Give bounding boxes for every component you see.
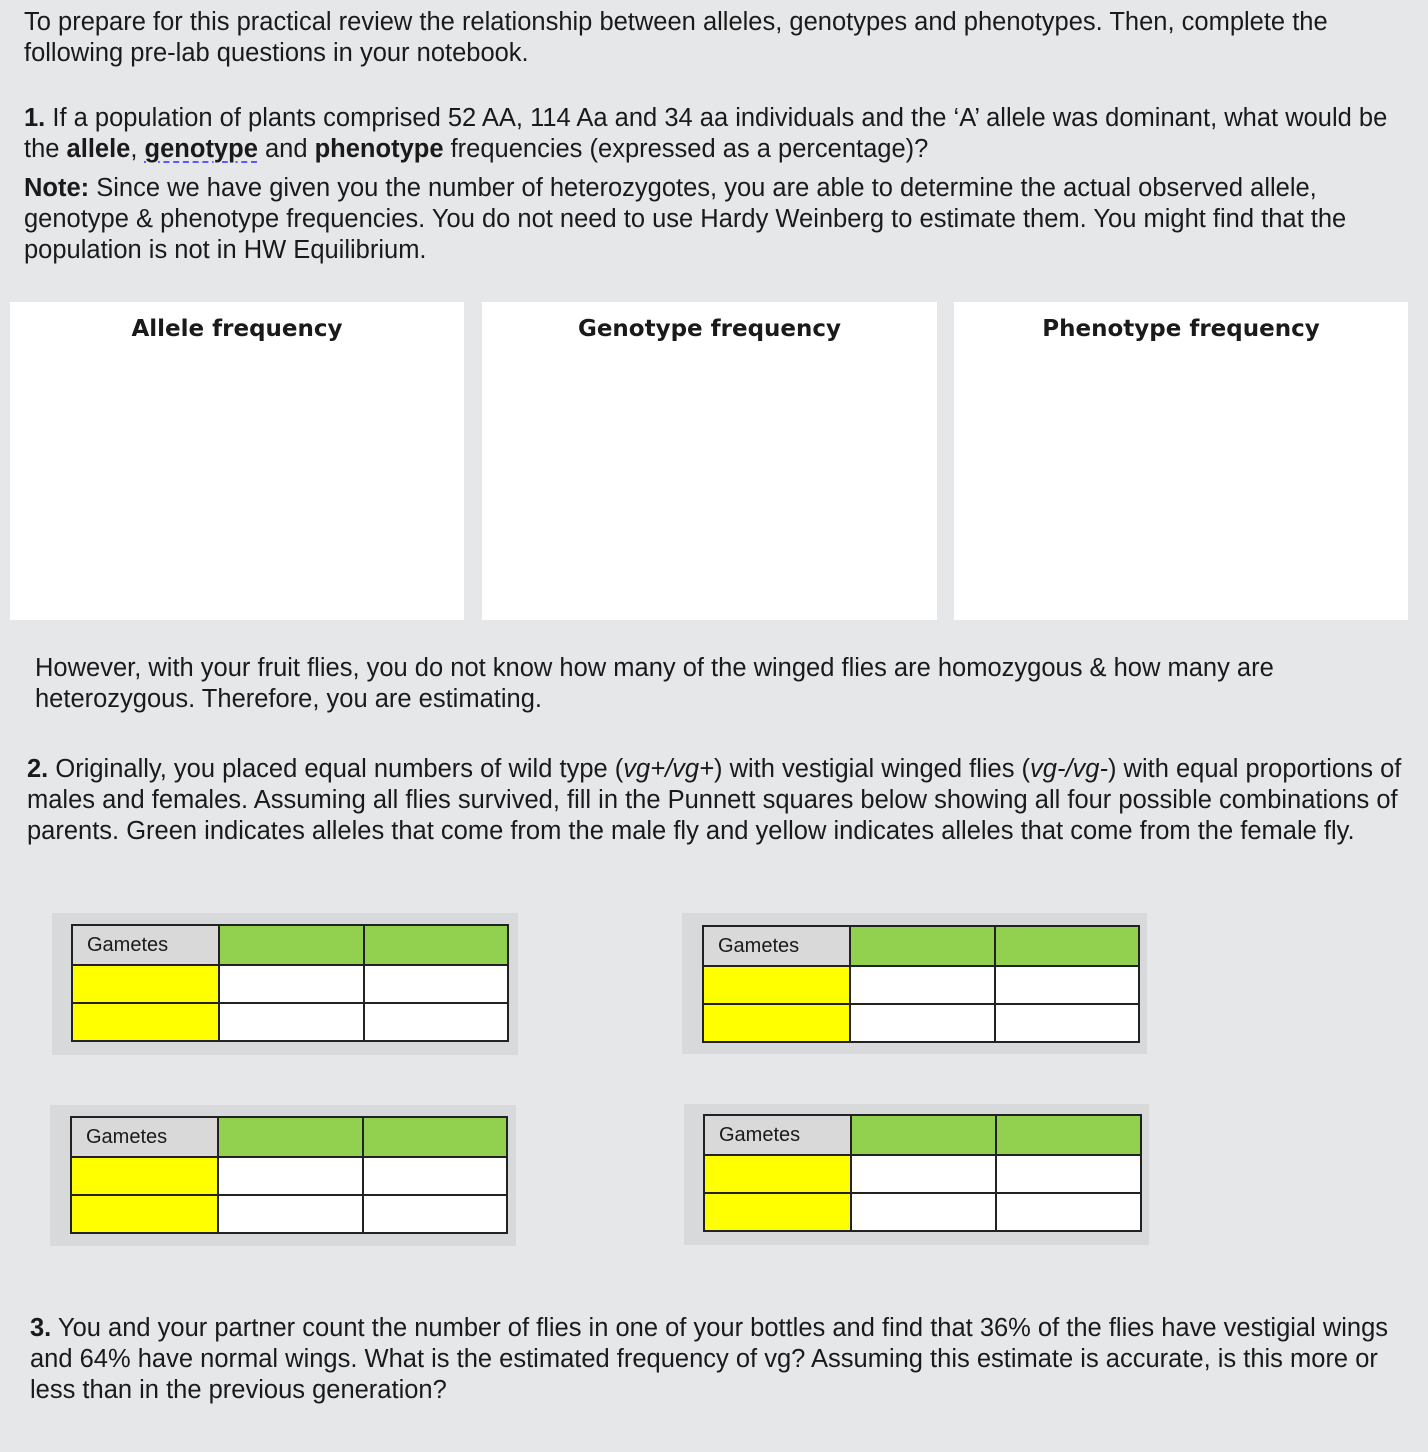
punnett-square-4 [703,1114,1142,1232]
question-3-text: You and your partner count the number of flies in one of your bottles and find that 36% of the flies have vestigial wings and 64% have normal wings. What is the estimated frequency of vg? Assuming this estimate is accurate, is this more or less than in the previous generation? [30,1314,1389,1404]
question-2-text-b: ) with vestigial winged flies ( [714,755,1031,783]
punnett-square-4-panel [684,1104,1149,1245]
female-gamete-cell[interactable] [71,1157,218,1195]
male-gamete-cell[interactable] [996,1115,1141,1155]
note-text: Since we have given you the number of heterozygotes, you are able to determine the actual observed allele, genotype & phenotype frequencies. You do not need to use Hardy Weinberg to estimate them. You might find that the population is not in HW Equilibrium. [24,174,1347,264]
punnett-square-2 [702,925,1140,1043]
note-paragraph [24,173,1414,266]
male-gamete-cell[interactable] [850,926,994,966]
question-2-text-a: Originally, you placed equal numbers of wild type ( [48,755,624,783]
gametes-label: Gametes [704,1115,851,1155]
offspring-cell[interactable] [850,1004,994,1042]
term-phenotype: phenotype [314,135,444,163]
punnett-square-2-panel [682,913,1147,1054]
question-2-text-c: ) with equal proportions of males and females. Assuming all flies survived, fill in the Punnett squares below showing all four possible combinations of parents. Green indicates alleles that come from the male fly and yellow indicates alleles that come from the female fly. [27,755,1402,845]
wild-type-genotype: vg+/vg+ [623,755,714,783]
punnett-square-3-panel [50,1105,516,1246]
male-gamete-cell[interactable] [363,1117,507,1157]
offspring-cell[interactable] [218,1195,362,1233]
punnett-square-1 [71,924,509,1042]
question-1-text-b: frequencies (expressed as a percentage)? [443,135,929,163]
male-gamete-cell[interactable] [851,1115,996,1155]
question-1-text-a: If a population of plants comprised 52 AA, 114 Aa and 34 aa individuals and the ‘A’ allele was dominant, what would be the [24,104,1388,163]
offspring-cell[interactable] [995,966,1139,1004]
offspring-cell[interactable] [363,1195,507,1233]
gametes-label: Gametes [71,1117,218,1157]
and-text: and [257,135,315,163]
question-2-number: 2. [27,755,49,783]
offspring-cell[interactable] [219,1003,363,1041]
phenotype-frequency-header: Phenotype frequency [1042,316,1320,342]
offspring-cell[interactable] [218,1157,362,1195]
female-gamete-cell[interactable] [704,1193,851,1231]
female-gamete-cell[interactable] [703,1004,850,1042]
female-gamete-cell[interactable] [704,1155,851,1193]
offspring-cell[interactable] [850,966,994,1004]
female-gamete-cell[interactable] [72,965,219,1003]
offspring-cell[interactable] [996,1155,1141,1193]
allele-frequency-header: Allele frequency [131,316,343,342]
question-1-number: 1. [24,104,46,132]
genotype-frequency-box[interactable] [482,302,937,620]
question-1 [24,103,1419,165]
note-label: Note: [24,174,90,202]
term-genotype: genotype [144,135,258,163]
female-gamete-cell[interactable] [72,1003,219,1041]
offspring-cell[interactable] [851,1193,996,1231]
gametes-label: Gametes [703,926,850,966]
offspring-cell[interactable] [851,1155,996,1193]
question-3-number: 3. [30,1314,52,1342]
allele-frequency-box[interactable] [10,302,464,620]
punnett-square-1-panel [52,913,518,1055]
male-gamete-cell[interactable] [219,925,363,965]
gametes-label: Gametes [72,925,219,965]
term-allele: allele [66,135,131,163]
offspring-cell[interactable] [995,1004,1139,1042]
female-gamete-cell[interactable] [703,966,850,1004]
question-2 [27,754,1427,847]
offspring-cell[interactable] [996,1193,1141,1231]
offspring-cell[interactable] [364,1003,508,1041]
female-gamete-cell[interactable] [71,1195,218,1233]
vestigial-genotype: vg-/vg- [1030,755,1108,783]
phenotype-frequency-box[interactable] [954,302,1408,620]
offspring-cell[interactable] [364,965,508,1003]
punnett-square-3 [70,1116,508,1234]
genotype-frequency-header: Genotype frequency [577,316,842,342]
offspring-cell[interactable] [363,1157,507,1195]
intro-text: To prepare for this practical review the relationship between alleles, genotypes and phenotypes. Then, complete the following pre-lab questions in your notebook. [24,8,1328,67]
male-gamete-cell[interactable] [995,926,1139,966]
male-gamete-cell[interactable] [218,1117,362,1157]
offspring-cell[interactable] [219,965,363,1003]
comma: , [130,135,145,163]
male-gamete-cell[interactable] [364,925,508,965]
however-paragraph: However, with your fruit flies, you do not know how many of the winged flies are homozygous & how many are heterozygous. Therefore, you are estimating. [35,654,1274,713]
question-3 [30,1313,1400,1406]
